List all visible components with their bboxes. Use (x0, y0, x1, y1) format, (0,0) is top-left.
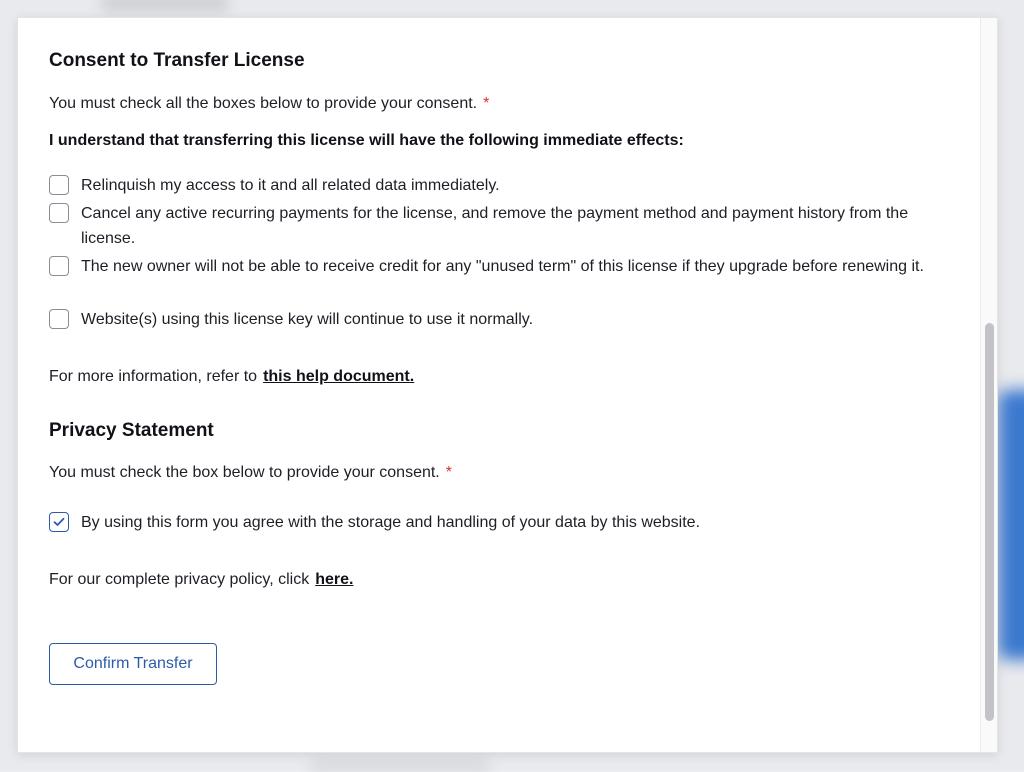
checkbox-relinquish[interactable] (49, 175, 69, 195)
privacy-instruction-text: You must check the box below to provide your consent. (49, 464, 440, 481)
privacy-instruction (49, 464, 452, 482)
privacy-policy-text: For our complete privacy policy, click (49, 571, 310, 588)
background-blur-top (100, 0, 230, 12)
background-blur-right (998, 390, 1024, 660)
more-info-text: For more information, refer to (49, 368, 258, 385)
checkbox-no-credit[interactable] (49, 256, 69, 276)
more-info-line (49, 368, 414, 386)
consent-section-title: Consent to Transfer License (49, 50, 305, 71)
confirm-transfer-button[interactable]: Confirm Transfer (49, 643, 217, 685)
effects-heading: I understand that transferring this license will have the following immediate effects: (49, 132, 684, 149)
checkbox-label: Relinquish my access to it and all related data immediately. (81, 177, 500, 194)
help-document-link[interactable]: this help document. (263, 368, 415, 385)
checkbox-label: The new owner will not be able to receive credit for any "unused term" of this license if they upgrade before renewing it. (81, 258, 924, 275)
privacy-agree-item[interactable] (49, 512, 949, 535)
privacy-policy-line (49, 571, 353, 589)
checkbox-label: Website(s) using this license key will continue to use it normally. (81, 311, 534, 328)
consent-item-websites[interactable] (49, 309, 949, 332)
transfer-license-modal (17, 17, 998, 753)
consent-instruction (49, 95, 489, 113)
checkbox-label: Cancel any active recurring payments for the license, and remove the payment method and payment history from the license. (81, 205, 909, 247)
scrollbar-thumb[interactable] (985, 323, 994, 721)
checkmark-icon (53, 517, 65, 527)
checkbox-privacy-agree[interactable] (49, 512, 69, 532)
privacy-section-title: Privacy Statement (49, 420, 214, 441)
scrollbar-track[interactable] (980, 18, 997, 753)
checkbox-websites[interactable] (49, 309, 69, 329)
consent-item-relinquish[interactable] (49, 175, 949, 198)
required-asterisk: * (483, 95, 490, 112)
checkbox-label: By using this form you agree with the storage and handling of your data by this website. (81, 514, 701, 531)
consent-item-no-credit[interactable] (49, 256, 949, 279)
privacy-policy-link[interactable]: here. (315, 571, 354, 588)
required-asterisk: * (445, 464, 452, 481)
checkbox-cancel-payments[interactable] (49, 203, 69, 223)
consent-item-cancel-payments[interactable] (49, 203, 949, 251)
consent-instruction-text: You must check all the boxes below to provide your consent. (49, 95, 478, 112)
